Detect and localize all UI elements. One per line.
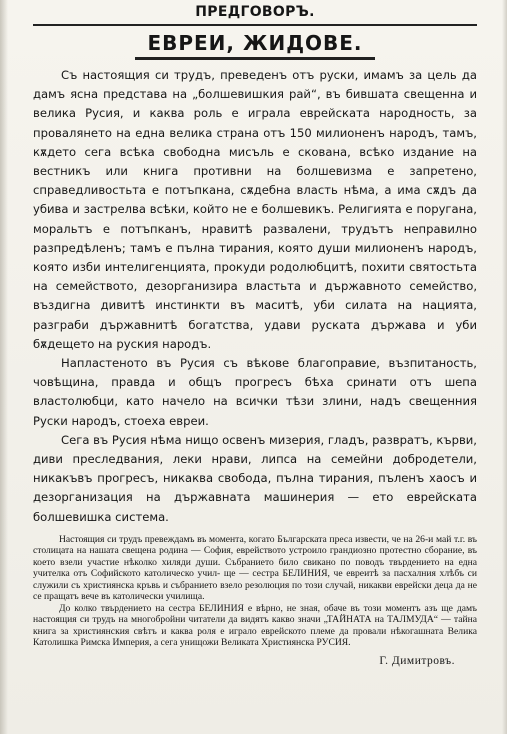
small-paragraph-1: Настоящия си трудъ превеждамъ въ момента, когато Българската преса извести, че на 26-и май т.г. въ столицата на нашата свещена родина — София, еврейството устроило грандиозно протестно сборание, въ което взели участие нѣколко хиляди души. Събранието било свикано по поводъ твърдението на една учителка отъ Софийското католическо учил- ще — сестра БЕЛИНИЯ, че евреитѣ за пасхалния хлѣбъ си служили съ християнска кръвь и събранието взело резолюция по този случай, никакви еврейски деца да не се пращатъ вече въ католически училища. — [33, 533, 477, 603]
paragraph-3: Сега въ Русия нѣма нищо освенъ мизерия, гладъ, развратъ, кърви, диви преследвания, леки нрави, липса на семейни добродетели, никакъвъ прогресъ, никаква свобода, пълна тирания, пъленъ хаосъ и дезорганизация на държавната машинерия — ето еврейската болшевишка система. — [33, 432, 477, 524]
scan-edge-left — [0, 0, 8, 734]
title-underline — [135, 57, 375, 60]
afterword-text — [33, 534, 477, 649]
paragraph-2: Напластеното въ Русия съ вѣкове благоправие, възпитаность, човѣщина, правда и общъ прогресъ бѣха сринати отъ шепа властолюбци, като начело на всички тѣзи злини, надъ свещенния Руски народъ, стоеха евреи. — [33, 356, 477, 428]
scan-edge-right — [502, 0, 507, 734]
document-title: ЕВРЕИ, ЖИДОВЕ. — [147, 31, 363, 55]
small-paragraph-2: До колко твърдението на сестра БЕЛИНИЯ е вѣрно, не зная, обаче въ този моментъ азъ ще дамъ настоящия си трудъ на многобройни читатели да видятъ какво значи „ТАЙНАТА на ТАЛМУДА“ — тайна книга за християнския свѣтъ и каква роля е играло еврейското племе да провали нѣкогашната Велика Католишка Римска Империя, а сега унищожи Великата Християнска РУСИЯ. — [33, 602, 477, 649]
author-signature: Г. Димитровъ. — [379, 654, 455, 667]
preface-header: ПРЕДГОВОРЪ. — [195, 4, 315, 20]
paragraph-1: Съ настоящия си трудъ, преведенъ отъ руски, имамъ за цель да дамъ ясна представа на „болшевишкия рай“, въ бившата свещенна и велика Русия, и каква роль е играла еврейската народность, за провалянето на една велика страна отъ 150 милионенъ народъ, тамъ, кѫдето сега всѣка свободна мисъль е скована, всѣко издание на вестникъ или книга противни на болшевизма е запретено, справедливостьта е потъпкана, сѫдебна власть нѣма, а има сѫдъ да убива и застрелва всѣки, който не е болшевикъ. Религията е поругана, моральтъ е потъпканъ, нравитѣ развалени, трудътъ неправилно разпредѣленъ; тамъ е пълна тирания, която души милионенъ народъ, която изби интелигенцията, прокуди родолюбцитѣ, похити святостьта на семейството, дезорганизира властьта и държавното семейство, въздигна дивитѣ инстинкти въ маситѣ, уби силата на нацията, разграби държавнитѣ богатства, удави руската държава и уби бѫдещето на руския народъ. — [33, 68, 477, 351]
main-text — [33, 66, 477, 527]
header-rule — [33, 24, 477, 26]
